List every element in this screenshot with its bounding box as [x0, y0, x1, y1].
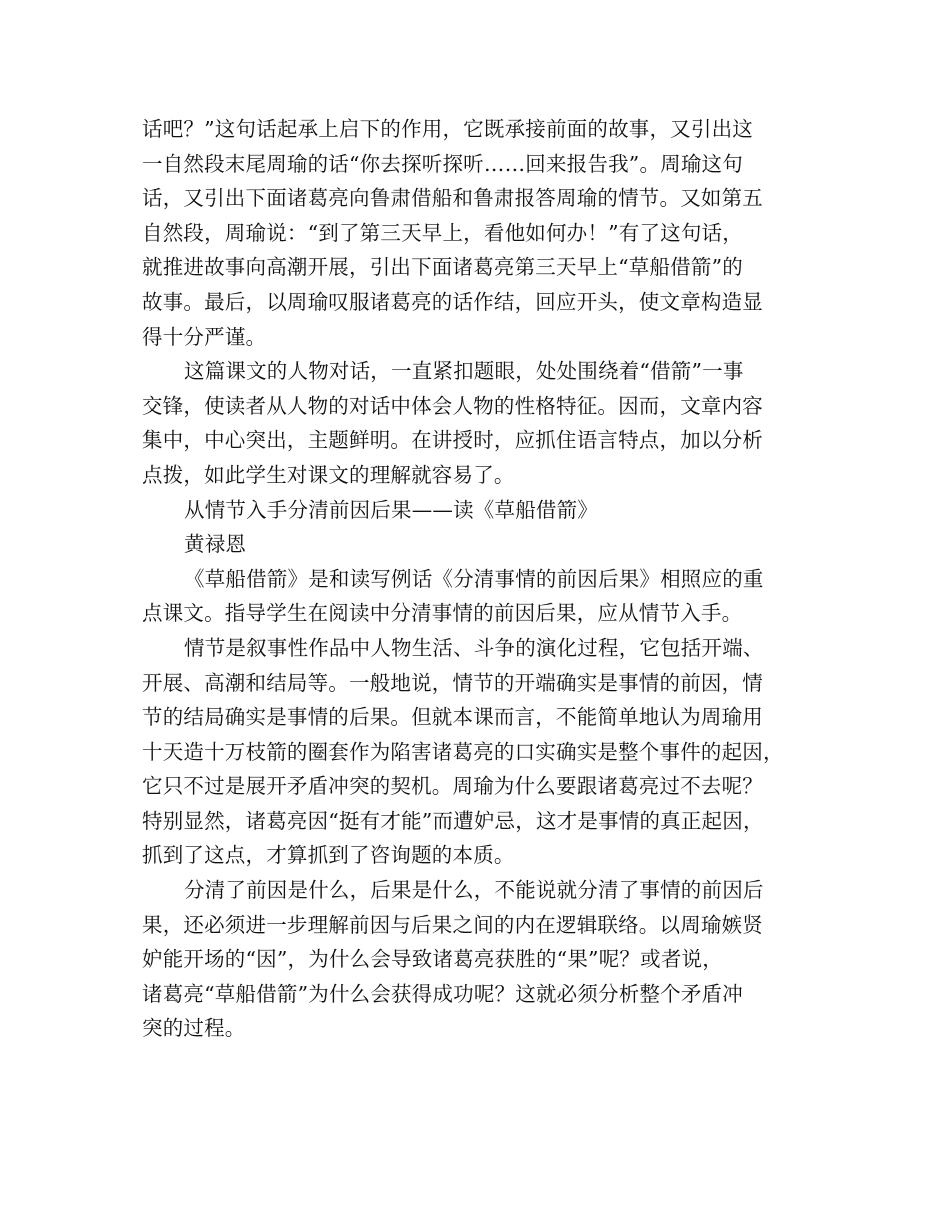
- paragraph: [142, 873, 814, 1046]
- text-line: 果，还必须进一步理解前因与后果之间的内在逻辑联络。以周瑜嫉贤: [142, 912, 763, 937]
- text-line: 点课文。指导学生在阅读中分清事情的前因后果，应从情节入手。: [142, 601, 743, 626]
- text-line: 分清了前因是什么，后果是什么，不能说就分清了事情的前因后: [184, 878, 764, 903]
- paragraph: [142, 493, 814, 528]
- paragraph: [142, 112, 814, 354]
- text-line: 话，又引出下面诸葛亮向鲁肃借船和鲁肃报答周瑜的情节。又如第五: [142, 186, 763, 211]
- text-line: 话吧？”这句话起承上启下的作用，它既承接前面的故事，又引出这: [142, 117, 753, 141]
- text-line: 点拨，如此学生对课文的理解就容易了。: [142, 462, 515, 487]
- text-line: 故事。最后，以周瑜叹服诸葛亮的话作结，回应开头，使文章构造显: [142, 289, 763, 314]
- paragraph: [142, 562, 814, 631]
- text-line: 情节是叙事性作品中人物生活、斗争的演化过程，它包括开端、: [184, 635, 764, 660]
- text-line: 突的过程。: [142, 1016, 246, 1041]
- text-line: 十天造十万枝箭的圈套作为陷害诸葛亮的口实确实是整个事件的起因，: [142, 739, 784, 764]
- text-line: 诸葛亮“草船借箭”为什么会获得成功呢？这就必须分析整个矛盾冲: [142, 981, 743, 1006]
- text-line: 节的结局确实是事情的后果。但就本课而言，不能简单地认为周瑜用: [142, 705, 763, 730]
- text-line: 一自然段末尾周瑜的话“你去探听探听……回来报告我”。周瑜这句: [142, 151, 743, 176]
- document-body: [142, 112, 814, 1046]
- paragraph: [142, 354, 814, 492]
- text-line: 特别显然，诸葛亮因“挺有才能”而遭妒忌，这才是事情的真正起因，: [142, 808, 764, 833]
- text-line: 得十分严谨。: [142, 324, 267, 349]
- text-line: 集中，中心突出，主题鲜明。在讲授时，应抓住语言特点，加以分析: [142, 428, 763, 453]
- text-line: 《草船借箭》是和读写例话《分清事情的前因后果》相照应的重: [184, 566, 764, 591]
- text-line: 黄禄恩: [184, 532, 247, 557]
- text-line: 这篇课文的人物对话，一直紧扣题眼，处处围绕着“借箭”一事: [184, 359, 744, 384]
- paragraph: [142, 527, 814, 562]
- text-line: 妒能开场的“因”，为什么会导致诸葛亮获胜的“果”呢？或者说，: [142, 947, 723, 972]
- text-line: 自然段，周瑜说：“到了第三天早上，看他如何办！”有了这句话，: [142, 220, 743, 245]
- text-line: 开展、高潮和结局等。一般地说，情节的开端确实是事情的前因，情: [142, 670, 763, 695]
- paragraph: [142, 631, 814, 873]
- text-line: 交锋，使读者从人物的对话中体会人物的性格特征。因而，文章内容: [142, 393, 763, 418]
- text-line: 抓到了这点，才算抓到了咨询题的本质。: [142, 843, 515, 868]
- text-line: 从情节入手分清前因后果——读《草船借箭》: [184, 497, 598, 522]
- text-line: 就推进故事向高潮开展，引出下面诸葛亮第三天早上“草船借箭”的: [142, 255, 743, 280]
- text-line: 它只不过是展开矛盾冲突的契机。周瑜为什么要跟诸葛亮过不去呢？: [142, 774, 763, 799]
